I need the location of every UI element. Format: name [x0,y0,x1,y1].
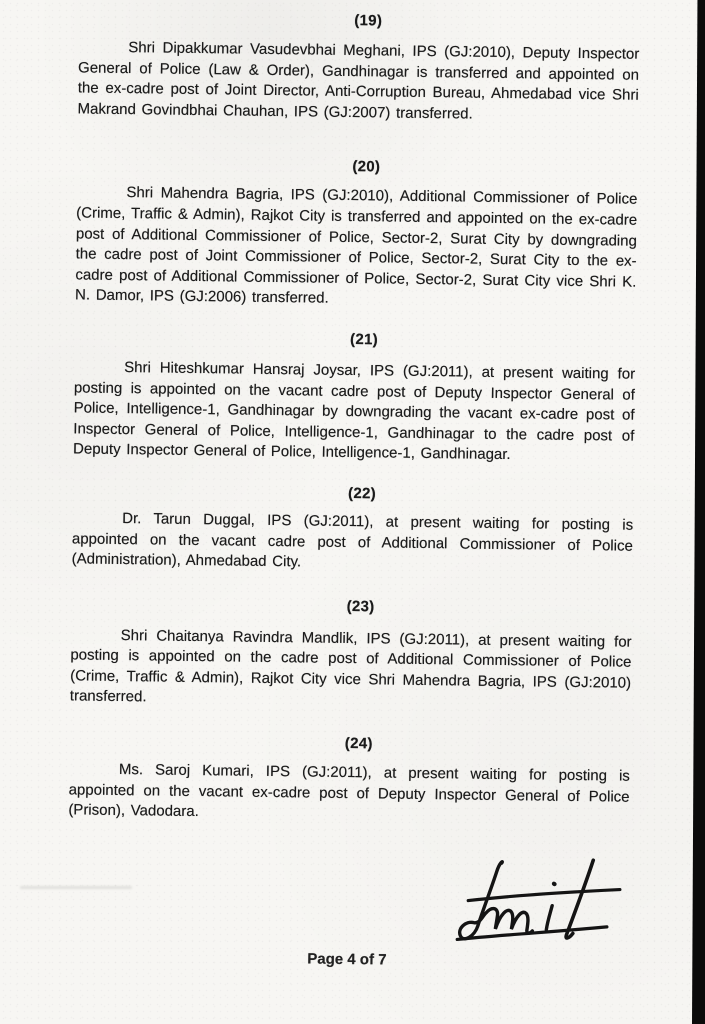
scan-smudge [20,886,132,889]
order-item-23 [70,594,632,715]
order-item-text: Ms. Saroj Kumari, IPS (GJ:2011), at present waiting for posting is appointed on the vacant ex-cadre post of Deputy Inspector General of Police (Prison), Vadodara. [68,761,630,821]
order-item-24 [68,731,630,828]
order-item-number: (20) [352,158,381,176]
order-item-number: (19) [354,12,383,30]
order-item-21 [73,327,636,467]
order-item-number: (24) [344,735,373,753]
order-item-22 [72,481,634,577]
order-item-text: Dr. Tarun Duggal, IPS (GJ:2011), at present waiting for posting is appointed on the vacant cadre post of Additional Commissioner of Police (Administration), Ahmedabad City. [71,509,634,571]
order-item-text: Shri Chaitanya Ravindra Mandlik, IPS (GJ:2011), at present waiting for posting is appointed on the cadre post of Additional Commissioner of Police (Crime, Traffic & Admin), Rajkot City vice Shri Mahendra Bagria, IPS (GJ:2010) transferred. [69,626,632,706]
order-item-text: Shri Hiteshkumar Hansraj Joysar, IPS (GJ:2011), at present waiting for posting is appointed on the vacant cadre post of Deputy Inspector General of Police, Intelligence-1, Gandhinagar by downgrading the vacant ex-cadre post of Inspector General of Police, Intelligence-1, Gandhinagar to the cadre post of Deputy Inspector General of Police, Intelligence-1, Gandhinagar. [72,358,636,464]
order-item-number: (23) [346,597,375,616]
order-item-text: Shri Dipakkumar Vasudevbhai Meghani, IPS (GJ:2010), Deputy Inspector General of Police (Law & Order), Gandhinagar is transferred and appointed on the ex-cadre post of Joint Director, Anti-Corruption Bureau, Ahmedabad vice Shri Makrand Govindbhai Chauhan, IPS (GJ:2007) transferred. [77,39,640,123]
page-number-label: Page 4 of 7 [307,950,387,969]
text-column [66,8,639,971]
order-item-text: Shri Mahendra Bagria, IPS (GJ:2010), Additional Commissioner of Police (Crime, Traffic & Admin), Rajkot City is transferred and appointed on the ex-cadre post of Additional Commissioner of Police, Sector-2, Surat City by downgrading the cadre post of Joint Commissioner of Police, Sector-2, Surat City to the ex-cadre post of Additional Commissioner of Police, Sector-2, Surat City vice Shri K. N. Damor, IPS (GJ:2006) transferred. [75,184,638,308]
order-item-number: (21) [350,330,379,349]
order-item-20 [75,155,638,314]
signature-area [67,847,629,951]
order-item-19 [77,8,639,127]
order-item-number: (22) [347,484,377,503]
handwritten-signature-icon [451,852,624,951]
